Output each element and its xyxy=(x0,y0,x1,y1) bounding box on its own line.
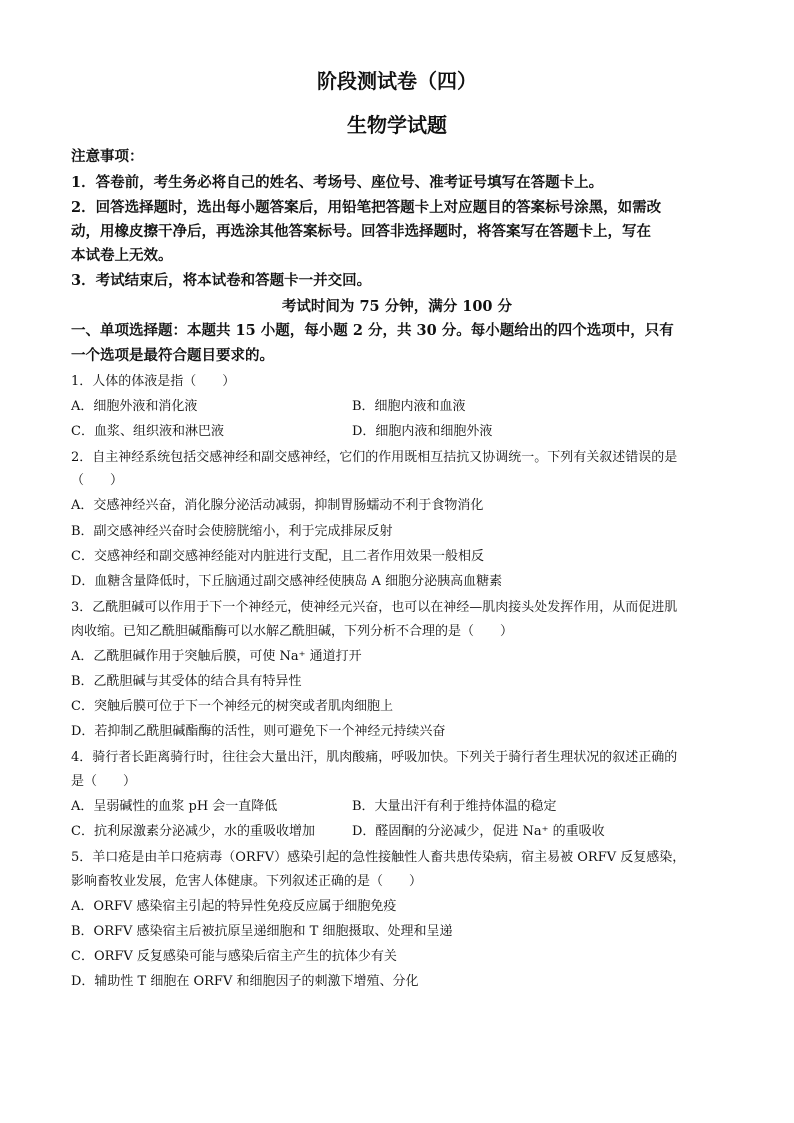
exam-time-info: 考试时间为 75 分钟，满分 100 分 xyxy=(281,298,513,315)
question-2-option-d: D．血糖含量降低时，下丘脑通过副交感神经使胰岛 A 细胞分泌胰高血糖素 xyxy=(71,574,503,589)
question-3-stem-line-1: 3．乙酰胆碱可以作用于下一个神经元，使神经元兴奋，也可以在神经—肌肉接头处发挥作用，从而促进肌 xyxy=(71,600,678,615)
question-4-option-c: C．抗利尿激素分泌减少，水的重吸收增加 xyxy=(71,824,315,839)
notice-item-2-line-2: 动，用橡皮擦干净后，再选涂其他答案标号。回答非选择题时，将答案写在答题卡上，写在 xyxy=(71,223,651,240)
notice-item-2-line-1: 2．回答选择题时，选出每小题答案后，用铅笔把答题卡上对应题目的答案标号涂黑，如需改 xyxy=(71,199,662,216)
section-1-heading-line-1: 一、单项选择题：本题共 15 小题，每小题 2 分，共 30 分。每小题给出的四个选项中，只有 xyxy=(71,322,674,339)
question-4-stem-line-1: 4．骑行者长距离骑行时，往往会大量出汗，肌肉酸痛，呼吸加快。下列关于骑行者生理状况的叙述正确的 xyxy=(71,750,678,765)
question-4-option-d: D．醛固酮的分泌减少，促进 Na⁺ 的重吸收 xyxy=(352,824,605,839)
question-5-option-b: B．ORFV 感染宿主后被抗原呈递细胞和 T 细胞摄取、处理和呈递 xyxy=(71,924,453,939)
page-subtitle: 生物学试题 xyxy=(347,113,447,137)
question-5-stem-line-1: 5．羊口疮是由羊口疮病毒（ORFV）感染引起的急性接触性人畜共患传染病，宿主易被 ORFV 反复感染， xyxy=(71,850,686,865)
question-3-option-a: A．乙酰胆碱作用于突触后膜，可使 Na⁺ 通道打开 xyxy=(71,649,362,664)
question-2-option-a: A．交感神经兴奋，消化腺分泌活动减弱，抑制胃肠蠕动不利于食物消化 xyxy=(71,498,484,513)
question-5-option-d: D．辅助性 T 细胞在 ORFV 和细胞因子的刺激下增殖、分化 xyxy=(71,974,419,989)
question-5-stem-line-2: 影响畜牧业发展，危害人体健康。下列叙述正确的是（ ） xyxy=(71,874,423,889)
question-5-option-c: C．ORFV 反复感染可能与感染后宿主产生的抗体少有关 xyxy=(71,949,397,964)
question-5-option-a: A．ORFV 感染宿主引起的特异性免疫反应属于细胞免疫 xyxy=(71,899,397,914)
notice-item-2-line-3: 本试卷上无效。 xyxy=(71,247,173,264)
question-3-option-c: C．突触后膜可位于下一个神经元的树突或者肌肉细胞上 xyxy=(71,699,393,714)
question-3-option-b: B．乙酰胆碱与其受体的结合具有特异性 xyxy=(71,674,302,689)
question-1-option-b: B．细胞内液和血液 xyxy=(352,399,466,414)
question-1-option-c: C．血浆、组织液和淋巴液 xyxy=(71,424,224,439)
question-2-option-c: C．交感神经和副交感神经能对内脏进行支配，且二者作用效果一般相反 xyxy=(71,549,484,564)
question-3-option-d: D．若抑制乙酰胆碱酯酶的活性，则可避免下一个神经元持续兴奋 xyxy=(71,724,446,739)
notice-item-1: 1．答卷前，考生务必将自己的姓名、考场号、座位号、准考证号填写在答题卡上。 xyxy=(71,174,604,191)
notice-heading: 注意事项： xyxy=(71,148,144,165)
question-2-option-b: B．副交感神经兴奋时会使膀胱缩小，利于完成排尿反射 xyxy=(71,524,393,539)
question-1-option-d: D．细胞内液和细胞外液 xyxy=(352,424,493,439)
question-2-stem-line-1: 2．自主神经系统包括交感神经和副交感神经，它们的作用既相互拮抗又协调统一。下列有关叙述错误的是 xyxy=(71,450,678,465)
question-2-stem-line-2: （ ） xyxy=(71,473,124,488)
question-3-stem-line-2: 肉收缩。已知乙酰胆碱酯酶可以水解乙酰胆碱，下列分析不合理的是（ ） xyxy=(71,624,514,639)
section-1-heading-line-2: 一个选项是最符合题目要求的。 xyxy=(71,347,274,364)
question-4-stem-line-2: 是（ ） xyxy=(71,774,137,789)
question-1-stem: 1．人体的体液是指（ ） xyxy=(71,374,236,389)
question-1-option-a: A．细胞外液和消化液 xyxy=(71,399,198,414)
question-4-option-a: A．呈弱碱性的血浆 pH 会一直降低 xyxy=(71,799,278,814)
notice-item-3: 3．考试结束后，将本试卷和答题卡一并交回。 xyxy=(71,272,372,289)
page-title: 阶段测试卷（四） xyxy=(317,69,477,93)
question-4-option-b: B．大量出汗有利于维持体温的稳定 xyxy=(352,799,557,814)
